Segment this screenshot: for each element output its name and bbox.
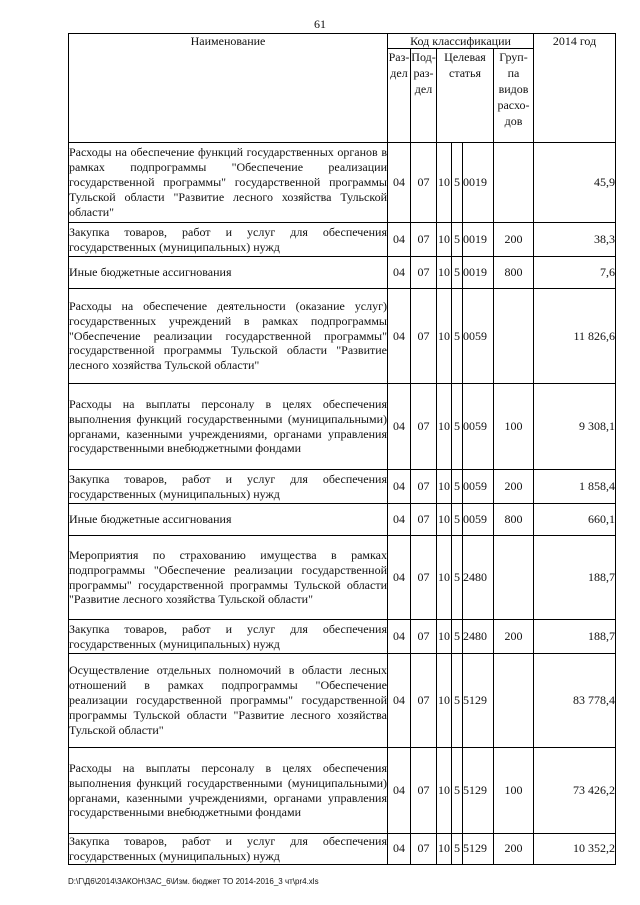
row-razdel: 04 bbox=[388, 257, 411, 289]
row-podrazdel: 07 bbox=[411, 654, 437, 748]
row-name: Расходы на выплаты персоналу в целях обеспечения выполнения функций государственными (муниципальными) органами, казенными учреждениями, органами управления государственными внебюджетными фондами bbox=[69, 384, 388, 470]
header-razdel: Раз- дел bbox=[388, 49, 411, 143]
row-podrazdel: 07 bbox=[411, 620, 437, 654]
row-target-program: 10 bbox=[437, 223, 452, 257]
row-amount: 188,7 bbox=[534, 536, 616, 620]
table-row bbox=[69, 504, 616, 536]
row-name: Осуществление отдельных полномочий в области лесных отношений в рамках подпрограммы "Обеспечение реализации государственной программы" государственной программы Тульской области "Развитие лесного хозяйства Тульской области" bbox=[69, 654, 388, 748]
row-amount: 73 426,2 bbox=[534, 748, 616, 834]
row-target-direction: 5129 bbox=[463, 834, 494, 865]
table-row bbox=[69, 654, 616, 748]
row-podrazdel: 07 bbox=[411, 384, 437, 470]
row-target-subprogram: 5 bbox=[452, 834, 463, 865]
row-amount: 38,3 bbox=[534, 223, 616, 257]
row-target-direction: 5129 bbox=[463, 748, 494, 834]
table-row bbox=[69, 289, 616, 384]
table-row bbox=[69, 223, 616, 257]
budget-table bbox=[68, 33, 616, 865]
row-target-program: 10 bbox=[437, 748, 452, 834]
row-expense-group: 200 bbox=[494, 620, 534, 654]
row-razdel: 04 bbox=[388, 654, 411, 748]
row-target-subprogram: 5 bbox=[452, 536, 463, 620]
row-target-subprogram: 5 bbox=[452, 504, 463, 536]
row-podrazdel: 07 bbox=[411, 289, 437, 384]
row-name: Расходы на выплаты персоналу в целях обеспечения выполнения функций государственными (муниципальными) органами, казенными учреждениями, органами управления государственными внебюджетными фондами bbox=[69, 748, 388, 834]
row-name: Закупка товаров, работ и услуг для обеспечения государственных (муниципальных) нужд bbox=[69, 620, 388, 654]
row-expense-group: 200 bbox=[494, 470, 534, 504]
row-expense-group: 800 bbox=[494, 257, 534, 289]
row-target-program: 10 bbox=[437, 289, 452, 384]
row-target-direction: 0059 bbox=[463, 470, 494, 504]
row-target-subprogram: 5 bbox=[452, 289, 463, 384]
row-amount: 11 826,6 bbox=[534, 289, 616, 384]
row-expense-group bbox=[494, 654, 534, 748]
row-razdel: 04 bbox=[388, 470, 411, 504]
page-number: 61 bbox=[314, 17, 326, 31]
row-expense-group: 800 bbox=[494, 504, 534, 536]
row-expense-group: 100 bbox=[494, 384, 534, 470]
row-razdel: 04 bbox=[388, 834, 411, 865]
table-row bbox=[69, 748, 616, 834]
row-podrazdel: 07 bbox=[411, 223, 437, 257]
row-target-subprogram: 5 bbox=[452, 748, 463, 834]
row-target-direction: 0019 bbox=[463, 257, 494, 289]
row-target-direction: 0019 bbox=[463, 143, 494, 223]
table-row bbox=[69, 470, 616, 504]
row-amount: 10 352,2 bbox=[534, 834, 616, 865]
row-target-subprogram: 5 bbox=[452, 143, 463, 223]
row-razdel: 04 bbox=[388, 620, 411, 654]
row-podrazdel: 07 bbox=[411, 834, 437, 865]
row-target-program: 10 bbox=[437, 384, 452, 470]
header-name: Наименование bbox=[69, 34, 388, 143]
table-row bbox=[69, 536, 616, 620]
row-target-direction: 0059 bbox=[463, 289, 494, 384]
row-target-program: 10 bbox=[437, 143, 452, 223]
row-target-subprogram: 5 bbox=[452, 470, 463, 504]
row-expense-group: 100 bbox=[494, 748, 534, 834]
row-target-program: 10 bbox=[437, 834, 452, 865]
row-amount: 660,1 bbox=[534, 504, 616, 536]
header-podrazdel: Под- раз- дел bbox=[411, 49, 437, 143]
row-target-program: 10 bbox=[437, 620, 452, 654]
row-target-direction: 2480 bbox=[463, 620, 494, 654]
row-razdel: 04 bbox=[388, 748, 411, 834]
row-target-direction: 5129 bbox=[463, 654, 494, 748]
row-amount: 9 308,1 bbox=[534, 384, 616, 470]
row-target-subprogram: 5 bbox=[452, 654, 463, 748]
footer-file-path: D:\Г\Д6\2014\ЗАКОН\ЗАС_6\Изм. бюджет ТО 2014-2016_3 чт\pr4.xls bbox=[68, 877, 319, 886]
row-expense-group: 200 bbox=[494, 834, 534, 865]
header-target-article: Целевая статья bbox=[437, 49, 494, 143]
row-name: Расходы на обеспечение деятельности (оказание услуг) государственных учреждений в рамках подпрограммы "Обеспечение реализации государственной программы" государственной программы Тульской области "Развитие лесного хозяйства Тульской области" bbox=[69, 289, 388, 384]
row-razdel: 04 bbox=[388, 504, 411, 536]
row-name: Расходы на обеспечение функций государственных органов в рамках подпрограммы "Обеспечение реализации государственной программы" государственной программы Тульской области "Развитие лесного хозяйства Тульской области" bbox=[69, 143, 388, 223]
row-name: Закупка товаров, работ и услуг для обеспечения государственных (муниципальных) нужд bbox=[69, 834, 387, 863]
row-podrazdel: 07 bbox=[411, 748, 437, 834]
row-target-subprogram: 5 bbox=[452, 223, 463, 257]
row-target-program: 10 bbox=[437, 504, 452, 536]
header-row-1 bbox=[69, 34, 616, 49]
row-target-subprogram: 5 bbox=[452, 620, 463, 654]
row-expense-group bbox=[494, 143, 534, 223]
row-amount: 1 858,4 bbox=[534, 470, 616, 504]
row-target-direction: 0059 bbox=[463, 504, 494, 536]
row-podrazdel: 07 bbox=[411, 257, 437, 289]
row-target-subprogram: 5 bbox=[452, 257, 463, 289]
row-target-program: 10 bbox=[437, 536, 452, 620]
row-name: Закупка товаров, работ и услуг для обеспечения государственных (муниципальных) нужд bbox=[69, 223, 388, 257]
row-podrazdel: 07 bbox=[411, 536, 437, 620]
row-name: Иные бюджетные ассигнования bbox=[69, 257, 388, 289]
row-razdel: 04 bbox=[388, 223, 411, 257]
row-target-program: 10 bbox=[437, 470, 452, 504]
row-name: Иные бюджетные ассигнования bbox=[69, 504, 388, 536]
table-row bbox=[69, 143, 616, 223]
row-expense-group bbox=[494, 289, 534, 384]
row-name: Мероприятия по страхованию имущества в рамках подпрограммы "Обеспечение реализации государственной программы" государственной программы Тульской области "Развитие лесного хозяйства Тульской области" bbox=[69, 536, 388, 620]
row-razdel: 04 bbox=[388, 384, 411, 470]
header-classification: Код классификации bbox=[388, 34, 534, 49]
table-row bbox=[69, 620, 616, 654]
row-razdel: 04 bbox=[388, 143, 411, 223]
row-razdel: 04 bbox=[388, 289, 411, 384]
table-row bbox=[69, 257, 616, 289]
row-podrazdel: 07 bbox=[411, 470, 437, 504]
row-target-program: 10 bbox=[437, 654, 452, 748]
table-row bbox=[69, 834, 616, 865]
header-year: 2014 год bbox=[534, 34, 616, 143]
row-amount: 45,9 bbox=[534, 143, 616, 223]
row-target-subprogram: 5 bbox=[452, 384, 463, 470]
row-amount: 83 778,4 bbox=[534, 654, 616, 748]
header-expense-group: Груп- па видов расхо- дов bbox=[494, 49, 534, 143]
row-target-program: 10 bbox=[437, 257, 452, 289]
row-podrazdel: 07 bbox=[411, 143, 437, 223]
row-target-direction: 2480 bbox=[463, 536, 494, 620]
row-target-direction: 0059 bbox=[463, 384, 494, 470]
row-name: Закупка товаров, работ и услуг для обеспечения государственных (муниципальных) нужд bbox=[69, 470, 388, 504]
table-row bbox=[69, 384, 616, 470]
row-podrazdel: 07 bbox=[411, 504, 437, 536]
row-target-direction: 0019 bbox=[463, 223, 494, 257]
row-expense-group bbox=[494, 536, 534, 620]
row-expense-group: 200 bbox=[494, 223, 534, 257]
row-amount: 188,7 bbox=[534, 620, 616, 654]
row-amount: 7,6 bbox=[534, 257, 616, 289]
row-razdel: 04 bbox=[388, 536, 411, 620]
